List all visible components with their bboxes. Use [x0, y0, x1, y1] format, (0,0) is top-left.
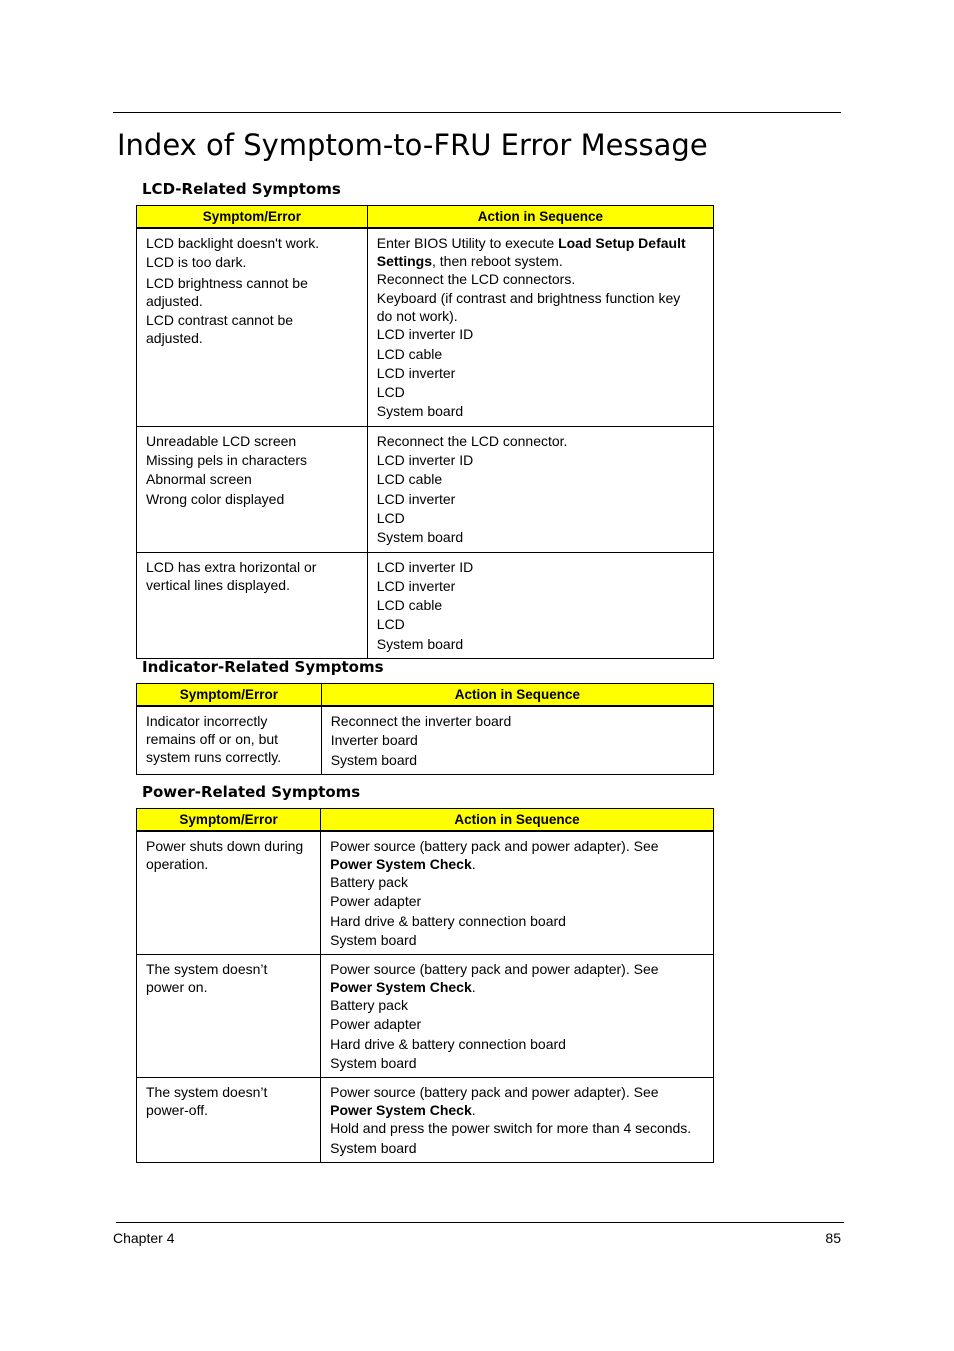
action-line: Reconnect the LCD connectors. [376, 271, 576, 287]
action-line: LCD inverter [376, 577, 456, 594]
symptom-line: power on. [146, 979, 208, 996]
symptom-line: adjusted. [146, 292, 203, 309]
table-header-row [137, 206, 714, 228]
column-header-symptom: Symptom/Error [137, 684, 322, 706]
symptom-line: The system doesn’t [146, 961, 268, 978]
action-line: LCD inverter [376, 364, 456, 381]
action-line: System board [330, 931, 417, 948]
indicator-symptoms-table [136, 683, 714, 775]
symptom-line: adjusted. [146, 329, 203, 346]
action-line: LCD [376, 384, 405, 401]
symptom-cell [137, 426, 368, 552]
symptom-line: Indicator incorrectly [146, 713, 268, 729]
action-cell [321, 1078, 714, 1163]
table-row [137, 229, 714, 427]
symptom-line: Abnormal screen [146, 471, 252, 488]
footer-chapter: Chapter 4 [113, 1230, 175, 1246]
action-intro: Power source (battery pack and power adapter). See [330, 1084, 659, 1101]
column-header-action: Action in Sequence [321, 684, 713, 706]
table-header-row [137, 684, 714, 706]
action-line: LCD [376, 616, 405, 633]
symptom-cell [137, 707, 322, 775]
action-cell [321, 832, 714, 955]
symptom-line: remains off or on, but [146, 731, 279, 747]
action-intro-cont [330, 1101, 704, 1119]
symptom-cell [137, 832, 321, 955]
power-check-ref: Power System Check [330, 856, 472, 872]
footer-rule [116, 1222, 844, 1223]
action-line: LCD inverter ID [376, 558, 474, 575]
table-row [137, 955, 714, 1078]
symptom-line: LCD backlight doesn't work. [146, 235, 320, 251]
footer-page-number: 85 [825, 1230, 841, 1246]
symptom-line: LCD is too dark. [146, 254, 247, 271]
action-intro-cont [330, 978, 704, 996]
symptom-line: system runs correctly. [146, 749, 282, 765]
action-line: System board [330, 1055, 417, 1072]
lcd-section-heading: LCD-Related Symptoms [142, 180, 341, 198]
action-line: LCD [376, 509, 405, 526]
action-line: System board [376, 529, 464, 546]
symptom-line: power-off. [146, 1102, 208, 1119]
action-line: Battery pack [330, 874, 408, 890]
top-rule [113, 112, 841, 113]
power-check-ref: Power System Check [330, 1102, 472, 1119]
action-line: LCD inverter ID [376, 452, 474, 469]
action-line: System board [376, 403, 464, 420]
symptom-line: Wrong color displayed [146, 490, 285, 507]
action-intro: Power source (battery pack and power adapter). See [330, 838, 659, 854]
action-intro [377, 234, 704, 252]
action-cell [367, 229, 713, 427]
action-intro-cont [377, 252, 704, 270]
column-header-action: Action in Sequence [367, 206, 713, 228]
action-cell [367, 426, 713, 552]
column-header-symptom: Symptom/Error [137, 809, 321, 831]
action-line: Hard drive & battery connection board [330, 1035, 566, 1052]
table-row [137, 552, 714, 658]
action-intro-text: Enter BIOS Utility to execute [376, 235, 559, 251]
action-line: do not work). [376, 308, 458, 325]
symptom-line: Unreadable LCD screen [146, 432, 297, 449]
power-section-heading: Power-Related Symptoms [142, 783, 361, 801]
symptom-line: vertical lines displayed. [146, 576, 290, 593]
table-header-row [137, 809, 714, 831]
action-line: Hard drive & battery connection board [330, 912, 566, 929]
action-line: System board [330, 1139, 417, 1156]
action-line: Inverter board [330, 732, 418, 749]
symptom-cell [137, 1078, 321, 1163]
symptom-line: The system doesn’t [146, 1084, 268, 1101]
action-line: Reconnect the inverter board [330, 713, 512, 729]
action-intro-text: . [471, 979, 476, 996]
symptom-cell [137, 552, 368, 658]
action-cell [321, 707, 713, 775]
action-line: System board [376, 635, 464, 652]
action-cell [367, 552, 713, 658]
action-line: LCD cable [376, 597, 443, 614]
action-intro-bold: Load Setup Default [558, 235, 686, 251]
symptom-cell [137, 229, 368, 427]
action-line: Keyboard (if contrast and brightness function key [376, 290, 681, 307]
table-row [137, 1078, 714, 1163]
symptom-line: LCD has extra horizontal or [146, 558, 317, 575]
table-row [137, 426, 714, 552]
action-intro: Power source (battery pack and power adapter). See [330, 961, 659, 978]
action-intro-cont [330, 855, 704, 873]
symptom-line: LCD brightness cannot be [146, 274, 308, 291]
lcd-symptoms-table [136, 205, 714, 659]
action-line: LCD inverter ID [376, 326, 474, 343]
action-line: Battery pack [330, 997, 408, 1014]
page-title: Index of Symptom-to-FRU Error Message [117, 128, 708, 162]
symptom-line: operation. [146, 856, 209, 872]
action-line: LCD cable [376, 345, 443, 362]
column-header-action: Action in Sequence [321, 809, 714, 831]
column-header-symptom: Symptom/Error [137, 206, 368, 228]
table-row [137, 832, 714, 955]
symptom-line: LCD contrast cannot be [146, 311, 294, 328]
action-line: LCD inverter [376, 490, 456, 507]
action-intro-text: . [471, 856, 476, 872]
action-cell [321, 955, 714, 1078]
indicator-section-heading: Indicator-Related Symptoms [142, 658, 384, 676]
action-line: LCD cable [376, 471, 443, 488]
symptom-line: Missing pels in characters [146, 452, 308, 469]
symptom-line: Power shuts down during [146, 838, 304, 854]
action-intro-text: . [471, 1102, 476, 1119]
action-line: Hold and press the power switch for more than 4 seconds. [330, 1120, 692, 1137]
action-line: Reconnect the LCD connector. [376, 432, 568, 449]
symptom-cell [137, 955, 321, 1078]
power-symptoms-table [136, 808, 714, 1163]
action-line: Power adapter [330, 893, 422, 910]
action-intro-bold: Settings [376, 253, 432, 269]
table-row [137, 707, 714, 775]
action-line: System board [330, 751, 418, 768]
power-check-ref: Power System Check [330, 979, 472, 996]
action-intro-text: , then reboot system. [432, 253, 563, 269]
action-line: Power adapter [330, 1016, 422, 1033]
